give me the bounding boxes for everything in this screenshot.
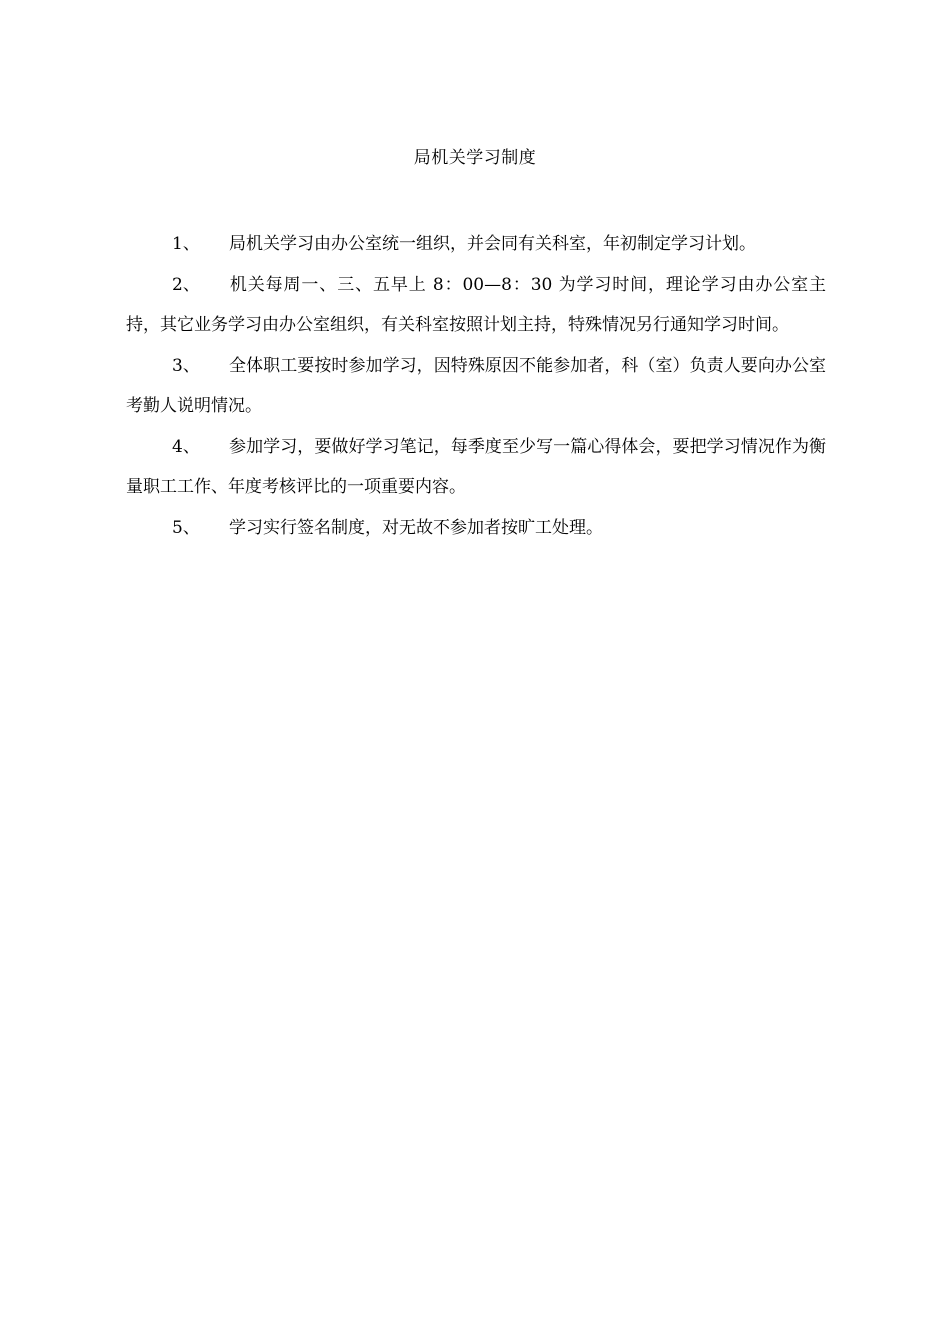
list-item [126, 265, 826, 346]
item-number: 5、 [172, 517, 200, 538]
document-title: 局机关学习制度 [413, 148, 537, 168]
item-text: 全体职工要按时参加学习，因特殊原因不能参加者，科（室）负责人要向办公室考勤人说明情况。 [126, 355, 826, 416]
item-number: 1、 [172, 234, 200, 254]
item-text: 参加学习，要做好学习笔记，每季度至少写一篇心得体会，要把学习情况作为衡量职工工作、年度考核评比的一项重要内容。 [126, 436, 826, 497]
list-item [126, 508, 826, 549]
item-text: 机关每周一、三、五早上 8：00—8：30 为学习时间，理论学习由办公室主持，其它业务学习由办公室组织，有关科室按照计划主持，特殊情况另行通知学习时间。 [126, 274, 826, 335]
list-item [126, 224, 826, 265]
document-body [126, 224, 826, 548]
item-text: 学习实行签名制度，对无故不参加者按旷工处理。 [229, 517, 603, 538]
item-number: 4、 [172, 436, 200, 457]
list-item [126, 427, 826, 508]
item-number: 3、 [172, 355, 200, 376]
item-text: 局机关学习由办公室统一组织，并会同有关科室，年初制定学习计划。 [229, 234, 756, 254]
item-number: 2、 [172, 274, 200, 295]
list-item [126, 346, 826, 427]
